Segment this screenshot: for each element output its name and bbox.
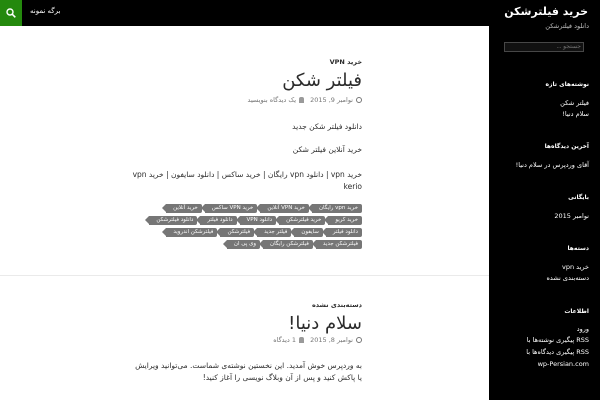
comment-icon	[299, 337, 304, 343]
tag-link[interactable]: خرید فیلترشکن	[279, 216, 325, 225]
tag-link[interactable]: وی پی ان	[227, 240, 260, 249]
post-separator	[0, 275, 489, 276]
search-input[interactable]	[504, 42, 584, 52]
widget-title-meta: اطلاعات	[564, 308, 589, 315]
post-category[interactable]: خرید VPN	[329, 58, 362, 66]
search-toggle-button[interactable]	[0, 0, 22, 26]
sidebar	[489, 22, 600, 400]
top-bar	[0, 0, 600, 26]
clock-icon	[356, 97, 362, 103]
entry-meta	[244, 96, 362, 104]
post-paragraph: خرید آنلاین فیلتر شکن	[292, 145, 362, 154]
tag-link[interactable]: فیلترشکن جدید	[316, 240, 362, 249]
recent-post-link[interactable]: سلام دنیا!	[562, 110, 589, 118]
nav-link-sample-page[interactable]: برگه نمونه	[30, 7, 61, 15]
widget-title-categories: دسته‌ها	[567, 245, 589, 252]
tag-link[interactable]: دانلود فیلترشکن	[149, 216, 197, 225]
tag-link[interactable]: خرید VPN آنلاین	[260, 204, 309, 213]
category-link[interactable]: دسته‌بندی نشده	[546, 274, 589, 282]
widget-title-recent-posts: نوشته‌های تازه	[545, 81, 589, 88]
category-link[interactable]: خرید vpn	[562, 263, 589, 271]
widget-title-recent-comments: آخرین دیدگاه‌ها	[544, 143, 589, 150]
main-content	[0, 26, 489, 400]
search-icon	[6, 8, 16, 18]
tag-link[interactable]: خرید کریو	[328, 216, 362, 225]
post-comments-link[interactable]: یک دیدگاه بنویسید	[247, 96, 297, 104]
clock-icon	[356, 337, 362, 343]
site-tagline: دانلود فیلترشکن	[545, 22, 589, 30]
post-paragraph: خرید vpn | دانلود vpn رایگان | خرید ساکس | دانلود سایفون | خرید vpn kerio	[132, 170, 362, 191]
tag-link[interactable]: خرید آنلاین	[166, 204, 202, 213]
meta-link-wp-persian[interactable]: wp-Persian.com	[537, 360, 589, 368]
tag-link[interactable]: دانلود VPN	[240, 216, 277, 225]
tag-link[interactable]: سایفون	[294, 228, 322, 237]
meta-link-comments-rss[interactable]: RSS پیگیری دیدگاه‌ها با	[526, 348, 589, 356]
tag-link[interactable]: خرید vpn رایگان	[312, 204, 362, 213]
post-title[interactable]: سلام دنیا!	[288, 313, 362, 334]
post-comments-link[interactable]: 1 دیدگاه	[273, 336, 297, 344]
tag-link[interactable]: فیلترشکن رایگان	[263, 240, 313, 249]
comment-icon	[299, 97, 304, 103]
tag-link[interactable]: فیلترشکن اندروید	[166, 228, 217, 237]
post-paragraph: دانلود فیلتر شکن جدید	[292, 122, 362, 131]
post-date[interactable]: نوامبر 9, 2015	[310, 96, 353, 104]
meta-link-login[interactable]: ورود	[576, 325, 589, 333]
entry-meta	[269, 336, 362, 344]
recent-comment-link[interactable]: آقای وردپرس در سلام دنیا!	[515, 161, 589, 169]
post-date[interactable]: نوامبر 8, 2015	[310, 336, 353, 344]
site-title[interactable]: خرید فیلترشکن	[504, 5, 588, 18]
tag-list	[130, 204, 362, 249]
post-paragraph: به وردپرس خوش آمدید. این نخستین نوشته‌ی شماست. می‌توانید ویرایش یا پاکش کنید و پس از آن وبلاگ نویسی را آغاز کنید!	[135, 361, 362, 382]
tag-link[interactable]: خرید VPN ساکس	[205, 204, 257, 213]
post-title[interactable]: فیلتر شکن	[282, 70, 362, 91]
tag-link[interactable]: فیلترشکن	[220, 228, 254, 237]
tag-link[interactable]: فیلتر جدید	[257, 228, 291, 237]
tag-link[interactable]: دانلود فیلتر	[200, 216, 236, 225]
post-category[interactable]: دسته‌بندی نشده	[311, 301, 362, 309]
archive-link[interactable]: نوامبر 2015	[554, 212, 589, 220]
meta-link-entries-rss[interactable]: RSS پیگیری نوشته‌ها با	[526, 336, 589, 344]
widget-title-archives: بایگانی	[568, 194, 589, 201]
tag-link[interactable]: دانلود فیلتر	[326, 228, 362, 237]
recent-post-link[interactable]: فیلتر شکن	[560, 99, 589, 107]
